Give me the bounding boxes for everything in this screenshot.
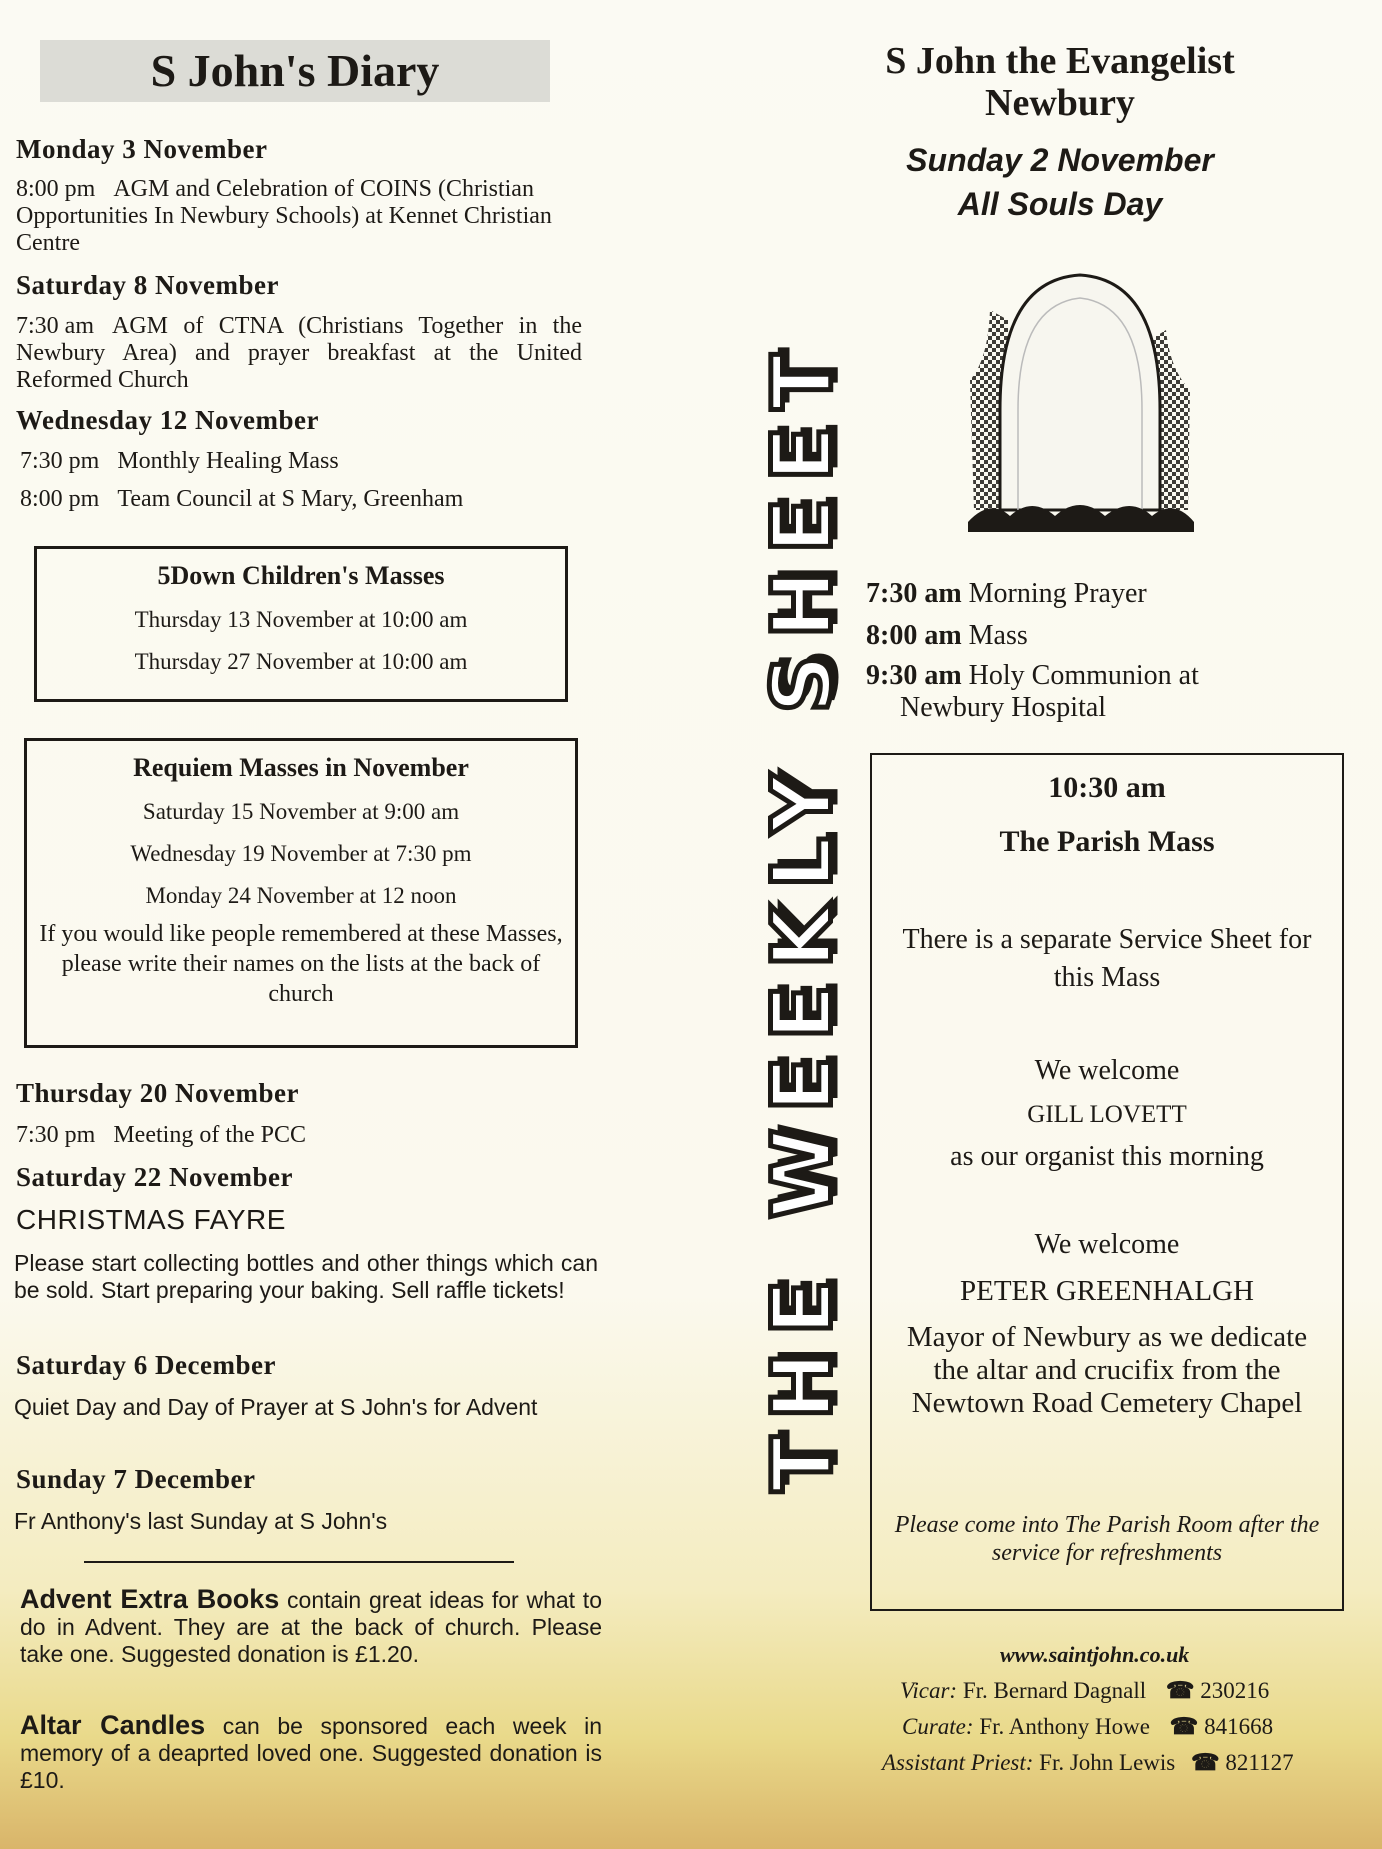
box-line: Thursday 27 November at 10:00 am [134, 649, 468, 674]
diary-entry [16, 313, 582, 394]
event-title: CHRISTMAS FAYRE [16, 1204, 286, 1235]
box-line: Wednesday 19 November at 7:30 pm [130, 841, 472, 866]
entry-text: AGM and Celebration of COINS (Christian Opportunities In Newbury Schools) at Kennet Christian Centre [16, 176, 552, 256]
service-name: Morning Prayer [968, 578, 1147, 609]
diary-entry [16, 176, 582, 257]
requiem-masses-box [24, 738, 578, 1048]
service-time: 7:30 am [866, 578, 962, 609]
clergy-role: Assistant Priest: [882, 1750, 1034, 1775]
clergy-role: Curate: [902, 1714, 974, 1739]
clergy-line [900, 1678, 1269, 1704]
notice-heading: Advent Extra Books [20, 1584, 280, 1614]
entry-text: Monthly Healing Mass [117, 448, 339, 474]
divider [84, 1561, 514, 1563]
organist-role: as our organist this morning [950, 1141, 1264, 1172]
box-line: Thursday 13 November at 10:00 am [134, 607, 468, 632]
day-heading: Saturday 8 November [16, 270, 279, 300]
parish-mass-title: The Parish Mass [999, 825, 1215, 858]
entry-text: Team Council at S Mary, Greenham [117, 486, 464, 512]
weekly-sheet-banner [755, 40, 851, 1790]
clergy-role: Vicar: [900, 1678, 958, 1703]
parish-mass-time: 10:30 am [1048, 771, 1166, 804]
service-name: Holy Communion at [968, 660, 1199, 691]
diary-title: S John's Diary [40, 40, 550, 102]
occasion: All Souls Day [957, 186, 1163, 222]
dedication-text: Mayor of Newbury as we dedicate the altar and crucifix from the Newtown Road Cemetery Chapel [906, 1321, 1308, 1419]
notice-text: can be sponsored each week in memory of a deaprted loved one. Suggested donation is £10. [20, 1713, 602, 1793]
diary-entry [20, 486, 463, 513]
organist-name: GILL LOVETT [1027, 1101, 1187, 1128]
entry-time: 7:30 pm [16, 1122, 96, 1148]
clergy-name: Fr. Bernard Dagnall [962, 1678, 1147, 1703]
day-heading: Saturday 6 December [16, 1350, 276, 1380]
website: www.saintjohn.co.uk [1000, 1642, 1190, 1667]
day-heading: Monday 3 November [16, 134, 268, 164]
welcome-heading: We welcome [1034, 1055, 1180, 1086]
altar-candles-notice [20, 1712, 602, 1794]
clergy-name: Fr. John Lewis [1039, 1750, 1176, 1775]
service-item [866, 660, 1199, 692]
entry-text: Fr Anthony's last Sunday at S John's [14, 1508, 388, 1534]
diary-entry [20, 448, 339, 475]
service-item [866, 578, 1147, 610]
telephone-icon: ☎ [1165, 1678, 1195, 1703]
service-item-continued: Newbury Hospital [900, 692, 1107, 723]
mayor-name: PETER GREENHALGH [959, 1275, 1254, 1307]
entry-time: 7:30 pm [20, 448, 100, 474]
box-note: If you would like people remembered at these Masses, please write their names on the lists at the back of church [39, 921, 563, 1007]
telephone-icon: ☎ [1169, 1714, 1199, 1739]
day-heading: Wednesday 12 November [16, 405, 319, 435]
gravestone-illustration [960, 260, 1200, 540]
service-name: Mass [968, 620, 1028, 651]
entry-text: Please start collecting bottles and other things which can be sold. Start preparing your baking. Sell raffle tickets! [14, 1250, 598, 1303]
clergy-name: Fr. Anthony Howe [979, 1714, 1150, 1739]
clergy-line [902, 1714, 1273, 1740]
parish-mass-box [870, 753, 1344, 1611]
day-heading: Thursday 20 November [16, 1078, 300, 1108]
clergy-phone: 821127 [1225, 1750, 1294, 1775]
box-line: Saturday 15 November at 9:00 am [142, 799, 460, 824]
church-name-line: S John the Evangelist [885, 40, 1235, 82]
sunday-heading [860, 138, 1260, 226]
diary-entry [16, 1122, 306, 1149]
service-item [866, 620, 1028, 652]
children-masses-box [34, 546, 568, 702]
day-heading: Saturday 22 November [16, 1162, 293, 1192]
entry-text: Meeting of the PCC [113, 1122, 306, 1148]
clergy-phone: 230216 [1200, 1678, 1270, 1703]
box-title: Requiem Masses in November [133, 753, 469, 782]
entry-time: 7:30 am [16, 313, 94, 339]
box-line: Monday 24 November at 12 noon [145, 883, 457, 908]
church-town-line: Newbury [985, 82, 1135, 124]
diary-entry [14, 1508, 387, 1535]
service-date: Sunday 2 November [906, 142, 1214, 178]
entry-text: Quiet Day and Day of Prayer at S John's for Advent [14, 1394, 538, 1420]
service-sheet-note: There is a separate Service Sheet for this Mass [902, 924, 1312, 993]
day-heading: Sunday 7 December [16, 1464, 256, 1494]
diary-entry [14, 1250, 598, 1304]
refreshments-note: Please come into The Parish Room after the service for refreshments [894, 1512, 1320, 1566]
box-title: 5Down Children's Masses [157, 561, 445, 590]
service-time: 9:30 am [866, 660, 962, 691]
entry-time: 8:00 pm [20, 486, 100, 512]
clergy-line [882, 1750, 1294, 1776]
clergy-phone: 841668 [1204, 1714, 1274, 1739]
banner-text: THE WEEKLY SHEET [755, 337, 851, 1493]
welcome-heading: We welcome [1034, 1229, 1180, 1260]
entry-text: AGM of CTNA (Christians Together in the Newbury Area) and prayer breakfast at the United Reformed Church [16, 313, 582, 393]
notice-text: contain great ideas for what to do in Advent. They are at the back of church. Please take one. Suggested donation is £1.20. [20, 1587, 602, 1667]
entry-time: 8:00 pm [16, 176, 96, 202]
notice-heading: Altar Candles [20, 1710, 206, 1740]
service-time: 8:00 am [866, 620, 962, 651]
church-name [840, 40, 1280, 124]
telephone-icon: ☎ [1191, 1750, 1220, 1775]
diary-entry [14, 1394, 598, 1421]
advent-books-notice [20, 1586, 602, 1668]
